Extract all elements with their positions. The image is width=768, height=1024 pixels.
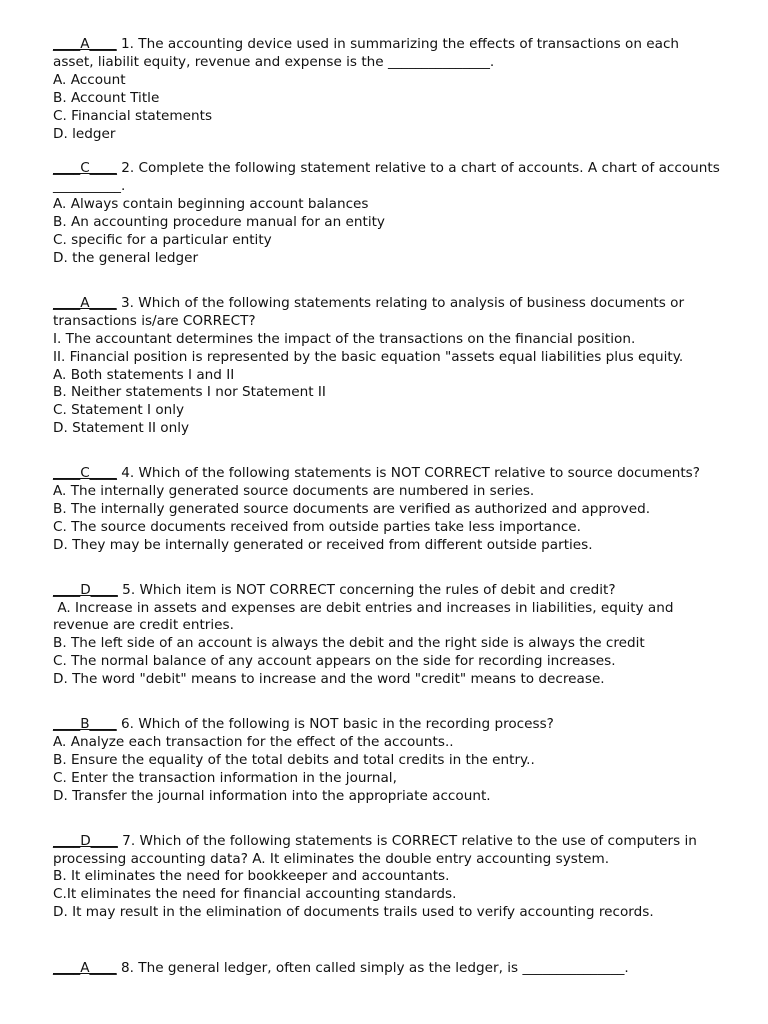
choice-line: B. Neither statements I nor Statement II <box>53 384 326 401</box>
choice-line: C. specific for a particular entity <box>53 232 272 249</box>
choice-line: A. Increase in assets and expenses are debit entries and increases in liabilities, equity and <box>53 599 674 616</box>
answer-blank: ____A____ <box>53 960 117 977</box>
question-stem: ____C____ 2. Complete the following statement relative to a chart of accounts. A chart of accounts <box>53 160 720 177</box>
choice-line: B. Ensure the equality of the total debits and total credits in the entry.. <box>53 751 535 768</box>
question-1 <box>53 36 733 143</box>
choice-line: D. the general ledger <box>53 249 199 266</box>
answer-blank: ____A____ <box>53 36 117 52</box>
statement-line: II. Financial position is represented by the basic equation "assets equal liabilities plus equity. <box>53 348 684 365</box>
question-8 <box>53 960 733 978</box>
choice-line: A. Account <box>53 71 126 88</box>
quiz-document <box>53 36 733 978</box>
choice-line: C. Financial statements <box>53 107 213 124</box>
choice-line: revenue are credit entries. <box>53 617 234 634</box>
choice-line: D. The word "debit" means to increase and the word "credit" means to decrease. <box>53 671 605 688</box>
choice-line: A. Always contain beginning account balances <box>53 196 369 213</box>
answer-blank: ____C____ <box>53 465 117 482</box>
question-stem: ____B____ 6. Which of the following is NOT basic in the recording process? <box>53 716 554 733</box>
choice-line: B. The internally generated source documents are verified as authorized and approved. <box>53 500 651 517</box>
choice-line: A. Both statements I and II <box>53 366 235 383</box>
question-7 <box>53 833 733 923</box>
choice-line: C. Statement I only <box>53 402 185 419</box>
question-5 <box>53 582 733 689</box>
choice-line: A. Analyze each transaction for the effect of the accounts.. <box>53 734 454 750</box>
choice-line: C. The normal balance of any account appears on the side for recording increases. <box>53 653 616 670</box>
question-stem-continued: asset, liabilit equity, revenue and expense is the _______________. <box>53 53 495 70</box>
answer-blank: ____B____ <box>53 716 117 733</box>
choice-line: D. They may be internally generated or received from different outside parties. <box>53 536 593 553</box>
question-stem-continued: __________. <box>53 178 126 195</box>
question-stem: ____A____ 8. The general ledger, often called simply as the ledger, is _______________. <box>53 960 629 977</box>
question-stem: ____D____ 7. Which of the following statements is CORRECT relative to the use of computers in <box>53 832 697 849</box>
question-6 <box>53 716 733 806</box>
question-4 <box>53 465 733 555</box>
choice-line: B. The left side of an account is always the debit and the right side is always the credit <box>53 635 645 652</box>
choice-line: D. ledger <box>53 125 116 142</box>
choice-line: C. Enter the transaction information in the journal, <box>53 769 397 786</box>
question-stem-continued: transactions is/are CORRECT? <box>53 312 256 329</box>
choice-line: B. An accounting procedure manual for an entity <box>53 214 385 231</box>
question-2 <box>53 160 733 267</box>
question-stem-continued: processing accounting data? A. It eliminates the double entry accounting system. <box>53 850 610 867</box>
choice-line: B. Account Title <box>53 89 160 106</box>
answer-blank: ____A____ <box>53 294 117 311</box>
choice-line: D. Transfer the journal information into the appropriate account. <box>53 787 491 804</box>
choice-line: A. The internally generated source documents are numbered in series. <box>53 483 535 500</box>
question-stem: ____C____ 4. Which of the following statements is NOT CORRECT relative to source documents? <box>53 465 700 482</box>
question-3 <box>53 295 733 438</box>
choice-line: C. The source documents received from outside parties take less importance. <box>53 518 581 535</box>
choice-line: C.It eliminates the need for financial accounting standards. <box>53 886 457 903</box>
answer-blank: ____D____ <box>53 832 118 849</box>
answer-blank: ____D____ <box>53 581 118 598</box>
choice-line: B. It eliminates the need for bookkeeper and accountants. <box>53 868 450 885</box>
question-stem: ____A____ 1. The accounting device used in summarizing the effects of transactions on each <box>53 36 680 52</box>
statement-line: I. The accountant determines the impact of the transactions on the financial position. <box>53 330 636 347</box>
question-stem: ____D____ 5. Which item is NOT CORRECT concerning the rules of debit and credit? <box>53 581 616 598</box>
question-stem: ____A____ 3. Which of the following statements relating to analysis of business documents or <box>53 294 685 311</box>
answer-blank: ____C____ <box>53 160 117 177</box>
choice-line: D. It may result in the elimination of documents trails used to verify accounting records. <box>53 904 654 921</box>
choice-line: D. Statement II only <box>53 420 190 437</box>
